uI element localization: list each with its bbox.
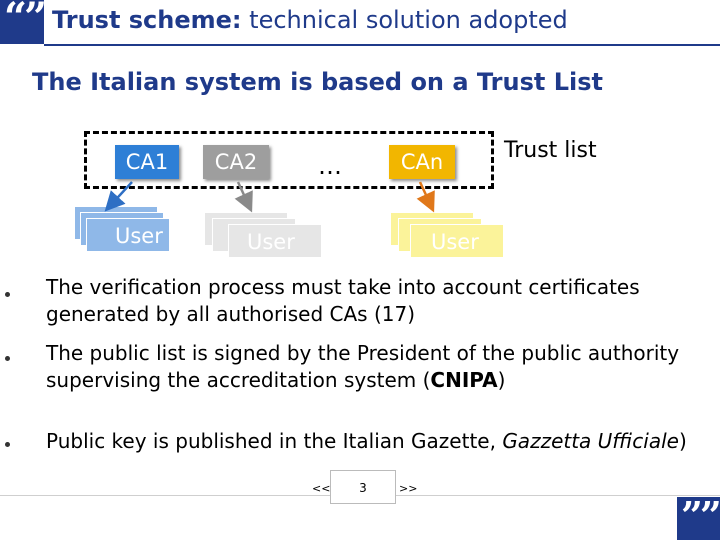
- bullet-dot: [5, 292, 10, 297]
- logo-icon: “”: [0, 0, 44, 44]
- prev-slide-link[interactable]: <<: [312, 482, 331, 495]
- user-label: User: [115, 224, 163, 248]
- can-box: CAn: [389, 145, 455, 179]
- bullet-2-text: The public list is signed by the President of the public authority supervising the accreditation system (: [46, 341, 680, 392]
- bullet-2: [46, 340, 696, 394]
- arrow-ca2-user: [238, 182, 250, 208]
- ca1-box: CA1: [115, 145, 179, 179]
- slide-title-bold: Trust scheme:: [52, 6, 242, 34]
- bullet-2-end: ): [497, 368, 506, 392]
- page-number: 3: [330, 470, 396, 504]
- trust-list-label: Trust list: [504, 138, 597, 163]
- bullet-3-text: Public key is published in the Italian Gazette,: [46, 429, 503, 453]
- arrow-ca1-user: [108, 182, 132, 208]
- ellipsis: …: [318, 152, 342, 180]
- bullet-3-end: ): [678, 429, 687, 453]
- user-label: User: [431, 230, 479, 254]
- arrow-can-user: [420, 182, 432, 208]
- ca2-box: CA2: [203, 145, 269, 179]
- slide-title-rest: technical solution adopted: [241, 6, 568, 34]
- bullet-dot: [5, 442, 10, 447]
- bullet-3: [46, 428, 716, 455]
- user-label: User: [247, 230, 295, 254]
- next-slide-link[interactable]: >>: [399, 482, 418, 495]
- bullet-dot: [5, 356, 10, 361]
- footer-logo-icon: ””: [677, 497, 720, 540]
- bullet-2-bold: CNIPA: [430, 368, 498, 392]
- slide-subtitle: The Italian system is based on a Trust List: [32, 68, 603, 96]
- bullet-1: The verification process must take into account certificates generated by all authorised CAs (17): [46, 275, 640, 326]
- bullet-3-italic: Gazzetta Ufficiale: [502, 429, 679, 453]
